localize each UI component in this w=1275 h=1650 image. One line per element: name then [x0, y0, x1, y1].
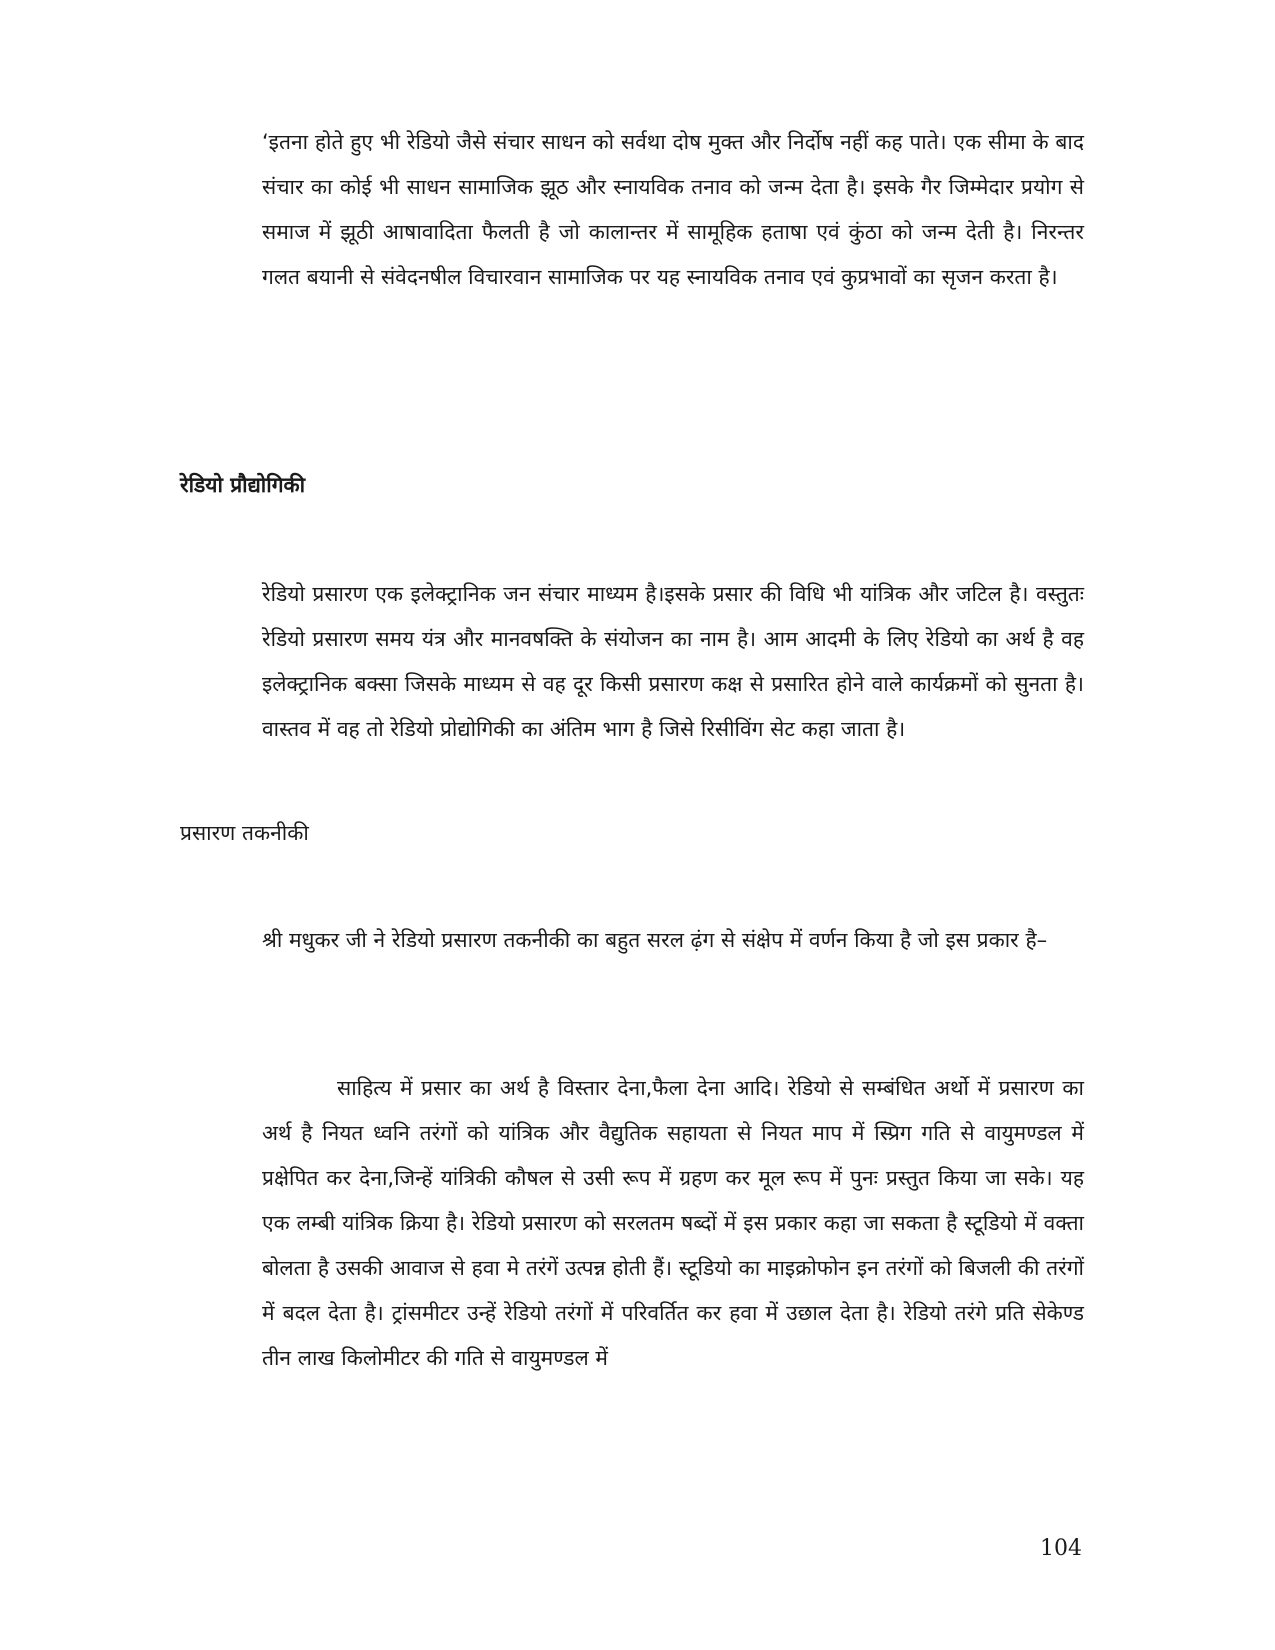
quote-paragraph: ‘इतना होते हुए भी रेडियो जैसे संचार साधन को सर्वथा दोष मुक्त और निर्दोष नहीं कह पाते। एक सीमा के बाद संचार का कोई भी साधन सामाजिक झूठ और स्नायविक तनाव को जन्म देता है। इसके गैर जिम्मेदार प्रयोग से समाज में झूठी आषावादिता फैलती है जो कालान्तर में सामूहिक हताषा एवं कुंठा को जन्म देती है। निरन्तर गलत बयानी से संवेदनषील विचारवान सामाजिक पर यह स्नायविक तनाव एवं कुप्रभावों का सृजन करता है। [262, 130, 1084, 289]
subheading-broadcast-technique: प्रसारण तकनीकी [180, 821, 309, 845]
section-heading-radio-technology: रेडियो प्रौद्योगिकी [180, 473, 306, 497]
description-paragraph: साहित्य में प्रसार का अर्थ है विस्तार देना,फैला देना आदि। रेडियो से सम्बंधित अर्थो में प्रसारण का अर्थ है नियत ध्वनि तरंगों को यांत्रिक और वैद्युतिक सहायता से नियत माप में स्प्रिग गति से वायुमण्डल में प्रक्षेपित कर देना,जिन्हें यांत्रिकी कौषल से उसी रूप में ग्रहण कर मूल रूप में पुनः प्रस्तुत किया जा सके। यह एक लम्बी यांत्रिक क्रिया है। रेडियो प्रसारण को सरलतम षब्दों में इस प्रकार कहा जा सकता है स्टूडियो में वक्ता बोलता है उसकी आवाज से हवा मे तरंगें उत्पन्न होती हैं। स्टूडियो का माइक्रोफोन इन तरंगों को बिजली की तरंगों में बदल देता है। ट्रांसमीटर उन्हें रेडियो तरंगों में परिवर्तित कर हवा में उछाल देता है। रेडियो तरंगे प्रति सेकेण्ड तीन लाख किलोमीटर की गति से वायुमण्डल में [262, 1076, 1084, 1370]
intro-paragraph: श्री मधुकर जी ने रेडियो प्रसारण तकनीकी का बहुत सरल ढ़ंग से संक्षेप में वर्णन किया है जो इस प्रकार है– [262, 928, 1048, 952]
page-number: 104 [1040, 1536, 1082, 1561]
technology-paragraph: रेडियो प्रसारण एक इलेक्ट्रानिक जन संचार माध्यम है।इसके प्रसार की विधि भी यांत्रिक और जटिल है। वस्तुतः रेडियो प्रसारण समय यंत्र और मानवषक्ति के संयोजन का नाम है। आम आदमी के लिए रेडियो का अर्थ है वह इलेक्ट्रानिक बक्सा जिसके माध्यम से वह दूर किसी प्रसारण कक्ष से प्रसारित होने वाले कार्यक्रमों को सुनता है। वास्तव में वह तो रेडियो प्रोद्योगिकी का अंतिम भाग है जिसे रिसीविंग सेट कहा जाता है। [262, 582, 1084, 741]
